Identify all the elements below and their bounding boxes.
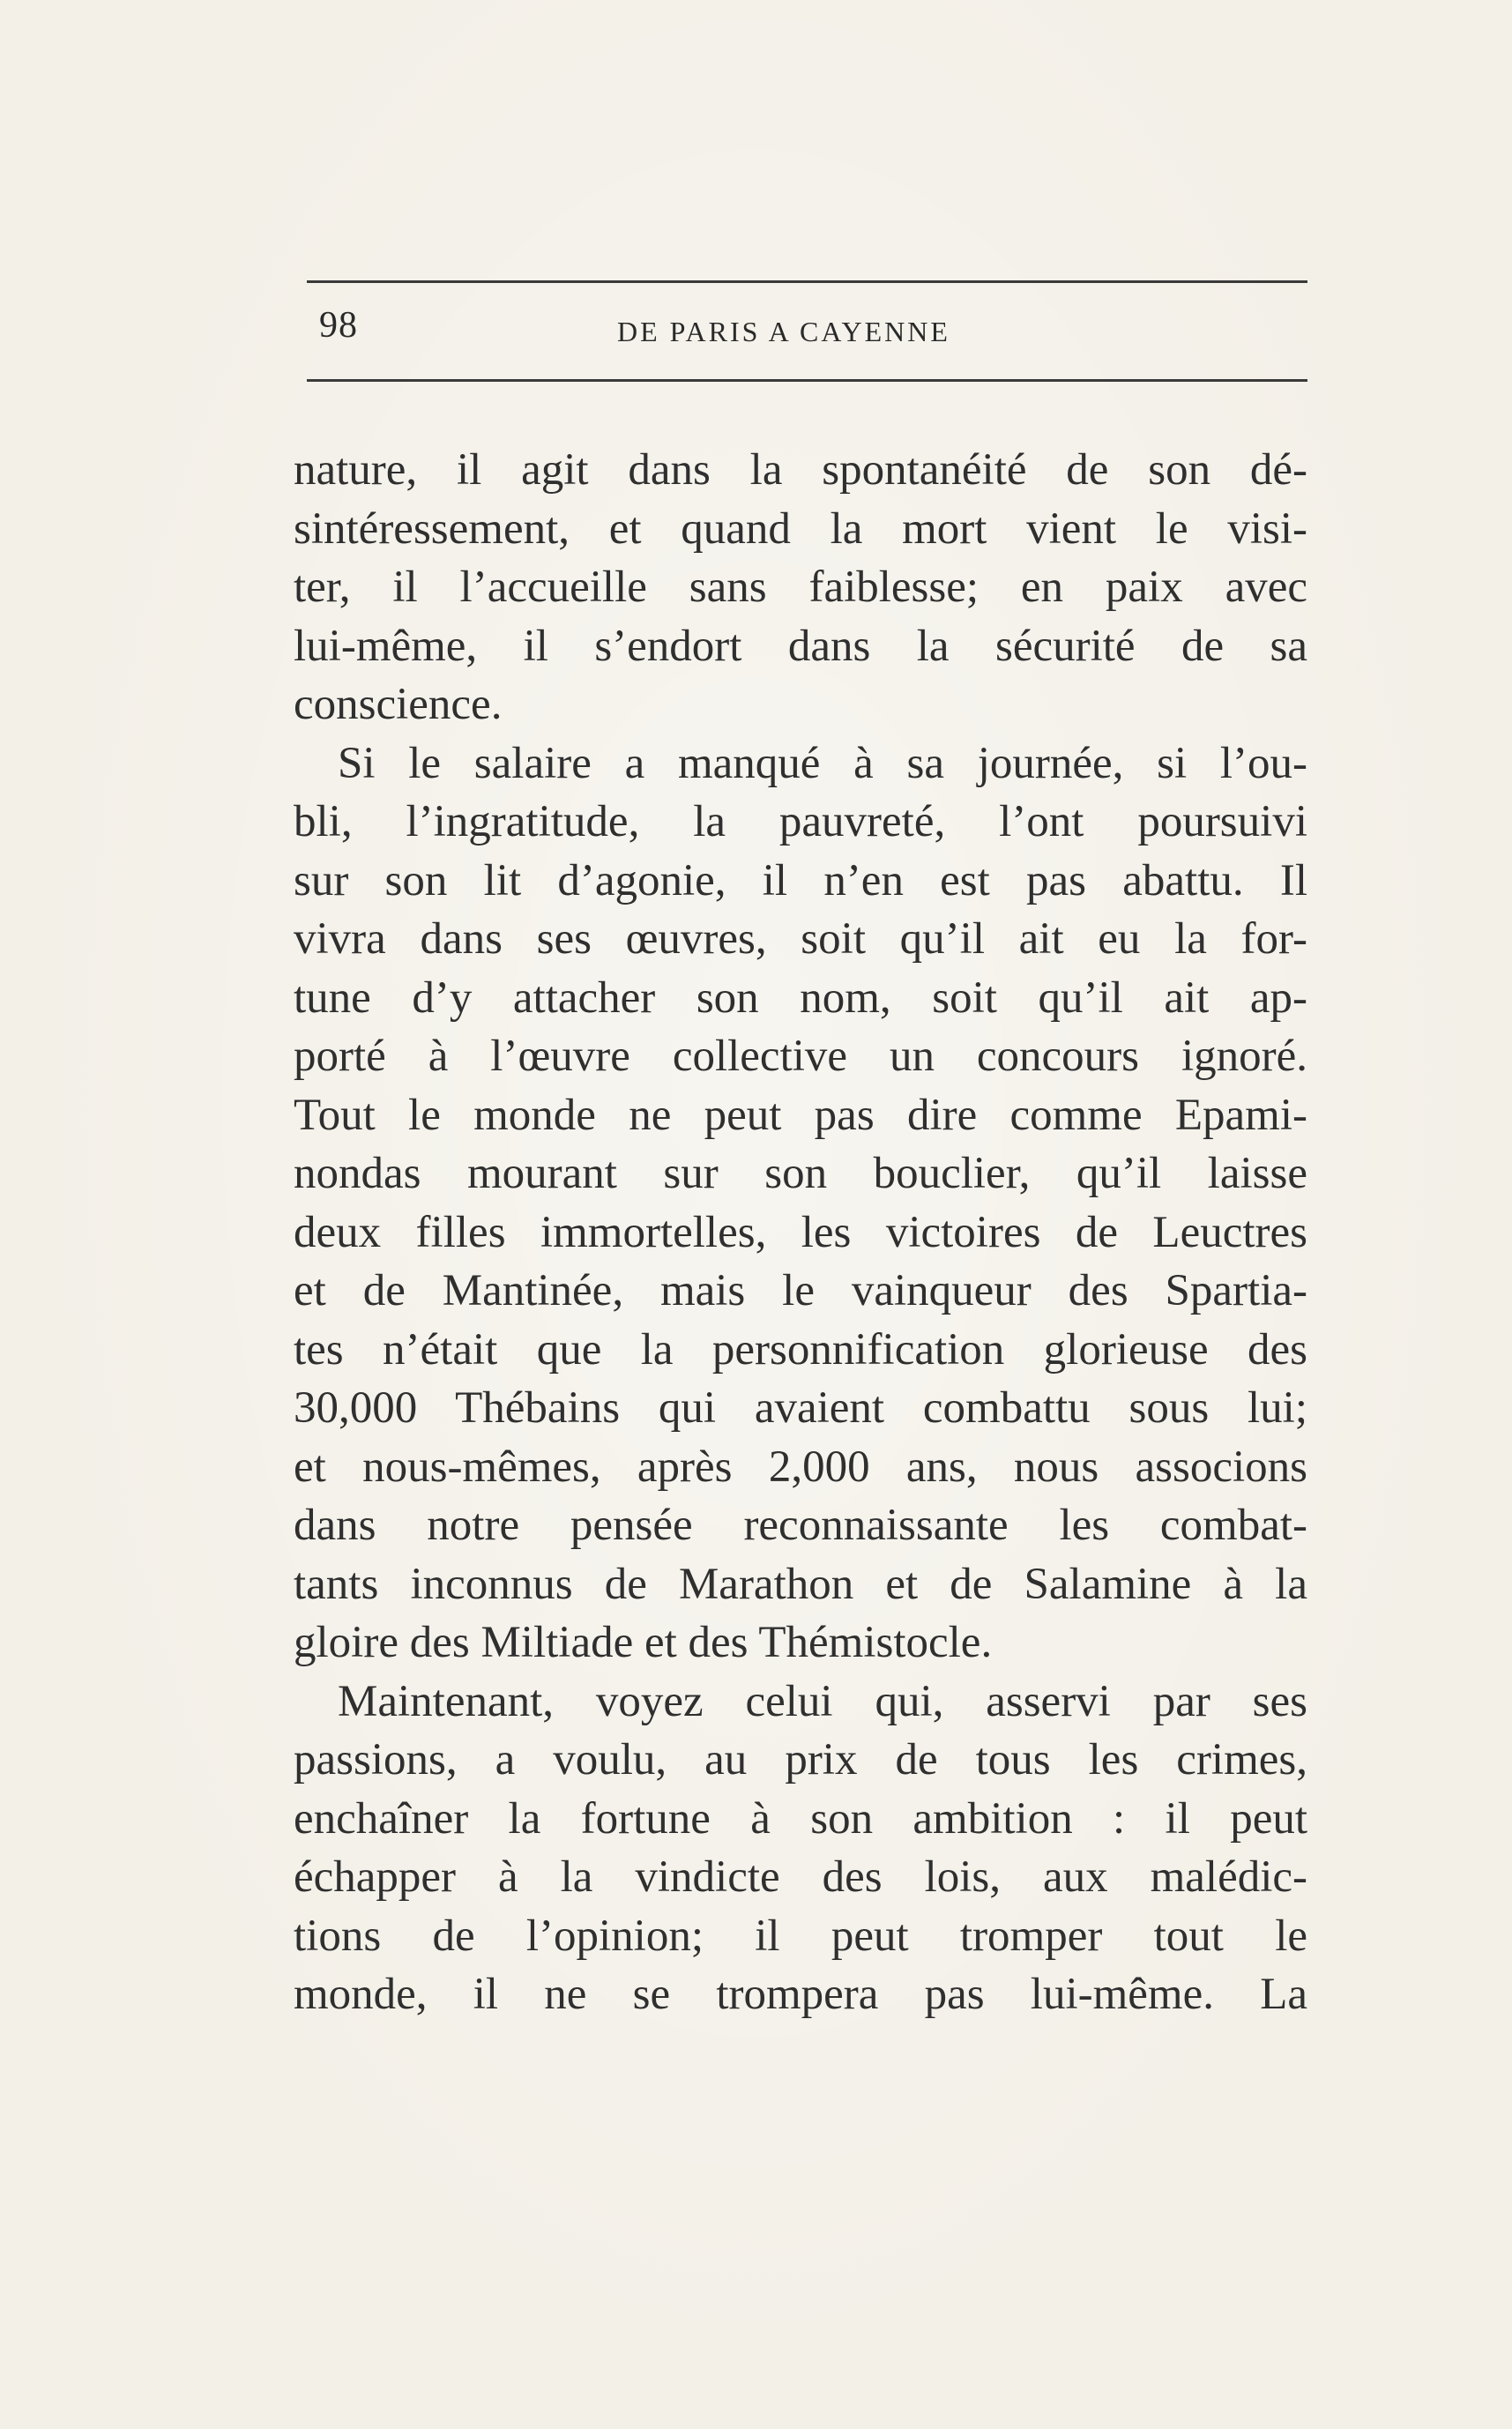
text-line: tes n’était que la personnification glorieuse des [294,1324,1307,1375]
header-bottom-rule [307,379,1307,382]
text-line: deux filles immortelles, les victoires de Leuctres [294,1207,1307,1257]
text-line: ter, il l’accueille sans faiblesse; en paix avec [294,563,1307,612]
text-line: nature, il agit dans la spontanéité de son dé- [294,445,1307,495]
text-line: lui-même, il s’endort dans la sécurité de sa [294,621,1307,671]
text-line: vivra dans ses œuvres, soit qu’il ait eu la for- [294,914,1307,964]
text-line: conscience. [294,680,503,729]
page-number: 98 [319,305,358,346]
text-line: Tout le monde ne peut pas dire comme Epami- [294,1090,1307,1140]
text-line: Maintenant, voyez celui qui, asservi par ses [338,1676,1307,1726]
text-line: porté à l’œuvre collective un concours ignoré. [294,1032,1307,1081]
header-top-rule [307,280,1307,283]
text-line: sintéressement, et quand la mort vient le visi- [294,503,1307,554]
text-line: et nous-mêmes, après 2,000 ans, nous associons [294,1442,1307,1492]
text-line: Si le salaire a manqué à sa journée, si l’ou- [338,738,1307,788]
text-line: passions, a voulu, au prix de tous les crimes, [294,1735,1307,1784]
text-line: tune d’y attacher son nom, soit qu’il ait ap- [294,972,1307,1023]
text-line: sur son lit d’agonie, il n’en est pas abattu. Il [294,855,1307,905]
text-line: échapper à la vindicte des lois, aux malédic- [294,1852,1307,1902]
text-line: et de Mantinée, mais le vainqueur des Spartia- [294,1266,1307,1315]
text-line: 30,000 Thébains qui avaient combattu sous lui; [294,1383,1307,1433]
body-text [294,441,1307,2024]
text-line: monde, il ne se trompera pas lui-même. La [294,1970,1307,2019]
text-line: enchaîner la fortune à son ambition : il peut [294,1793,1307,1844]
text-line: gloire des Miltiade et des Thémistocle. [294,1618,993,1667]
text-line: tants inconnus de Marathon et de Salamine à la [294,1559,1307,1609]
running-title: DE PARIS A CAYENNE [617,316,950,347]
text-line: dans notre pensée reconnaissante les combat- [294,1501,1307,1550]
text-line: bli, l’ingratitude, la pauvreté, l’ont poursuivi [294,797,1307,846]
text-line: tions de l’opinion; il peut tromper tout le [294,1911,1307,1961]
text-line: nondas mourant sur son bouclier, qu’il laisse [294,1149,1307,1198]
